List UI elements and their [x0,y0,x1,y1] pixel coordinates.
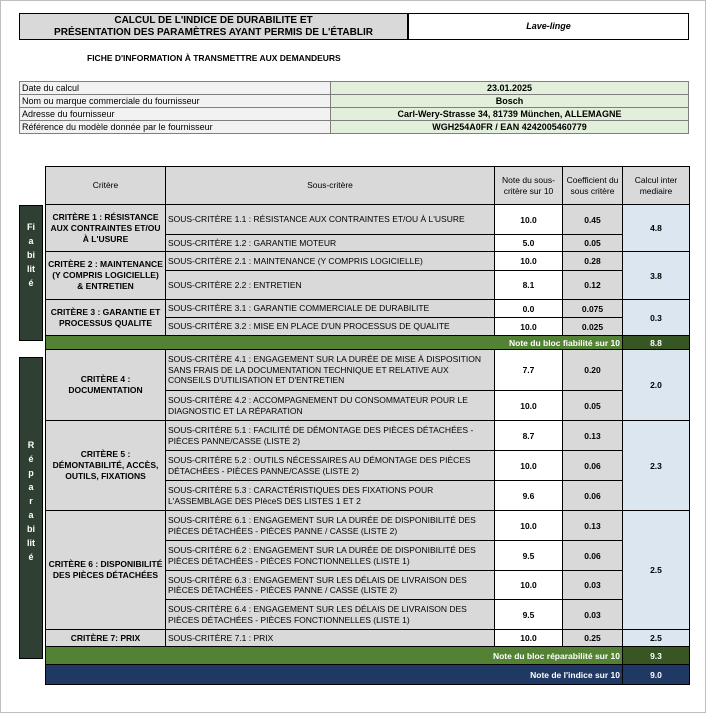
col-header-calc: Calcul inter mediaire [623,167,690,205]
sous-critere-cell: SOUS-CRITÈRE 6.2 : ENGAGEMENT SUR LA DURÉE DE DISPONIBILITÉ DES PIÈCES DÉTACHÉES - PIÈCES FONCTIONNELLES (LISTE 1) [166,541,495,571]
critere-cell: CRITÈRE 4 : DOCUMENTATION [46,350,166,421]
coef-cell: 0.06 [563,481,623,511]
info-label: Date du calcul [20,82,331,95]
bloc-fiabilite-row [46,336,690,350]
page-title [19,13,408,40]
note-cell: 8.1 [495,271,563,300]
title-line-2: PRÉSENTATION DES PARAMÈTRES AYANT PERMIS DE L'ÉTABLIR [54,27,373,38]
calc-cell: 2.3 [623,421,690,511]
sous-critere-cell: SOUS-CRITÈRE 4.1 : ENGAGEMENT SUR LA DURÉE DE MISE À DISPOSITION SANS FRAIS DE LA DOCUMENTATION TECHNIQUE ET RELATIVE AUX CONSEILS D'UTILISATION ET D'ENTRETIEN [166,350,495,391]
sous-critere-cell: SOUS-CRITÈRE 5.1 : FACILITÉ DE DÉMONTAGE DES PIÈCES DÉTACHÉES - PIÈCES PANNE/CASSE (LISTE 2) [166,421,495,451]
critere-cell: CRITÈRE 6 : DISPONIBILITÉ DES PIÈCES DÉTACHÉES [46,511,166,630]
sous-critere-cell: SOUS-CRITÈRE 2.2 : ENTRETIEN [166,271,495,300]
note-cell: 9.6 [495,481,563,511]
calc-cell: 2.0 [623,350,690,421]
bloc-reparabilite-value: 9.3 [623,647,690,665]
sous-critere-cell: SOUS-CRITÈRE 5.3 : CARACTÉRISTIQUES DES FIXATIONS POUR L'ASSEMBLAGE DES PIèceS DES LISTES 1 ET 2 [166,481,495,511]
coef-cell: 0.03 [563,600,623,630]
info-label: Nom ou marque commerciale du fournisseur [20,95,331,108]
note-cell: 10.0 [495,318,563,336]
col-header-sous-critere: Sous-critère [166,167,495,205]
critere-cell: CRITÈRE 2 : MAINTENANCE (Y COMPRIS LOGICIELLE) & ENTRETIEN [46,252,166,300]
table-row [46,350,690,391]
col-header-coef: Coefficient du sous critère [563,167,623,205]
indice-row [46,665,690,685]
info-row [20,108,689,121]
note-cell: 9.5 [495,600,563,630]
critere-cell: CRITÈRE 3 : GARANTIE ET PROCESSUS QUALITE [46,300,166,336]
sous-critere-cell: SOUS-CRITÈRE 1.2 : GARANTIE MOTEUR [166,235,495,252]
indice-value: 9.0 [623,665,690,685]
info-label: Adresse du fournisseur [20,108,331,121]
note-cell: 0.0 [495,300,563,318]
table-row [46,511,690,541]
sous-critere-cell: SOUS-CRITÈRE 3.2 : MISE EN PLACE D'UN PROCESSUS DE QUALITE [166,318,495,336]
col-header-note: Note du sous-critère sur 10 [495,167,563,205]
coef-cell: 0.05 [563,391,623,421]
block-label-reparabilite-text: Réparabilité [27,440,35,562]
coef-cell: 0.45 [563,205,623,235]
block-label-fiabilite-text: Fiabilité [27,222,35,288]
note-cell: 10.0 [495,391,563,421]
critere-cell: CRITÈRE 7: PRIX [46,630,166,647]
sous-critere-cell: SOUS-CRITÈRE 2.1 : MAINTENANCE (Y COMPRIS LOGICIELLE) [166,252,495,271]
col-header-critere: Critère [46,167,166,205]
note-cell: 10.0 [495,451,563,481]
calc-cell: 0.3 [623,300,690,336]
calc-cell: 3.8 [623,252,690,300]
note-cell: 10.0 [495,571,563,600]
product-type: Lave-linge [408,13,689,40]
info-label: Référence du modèle donnée par le fournisseur [20,121,331,134]
note-cell: 7.7 [495,350,563,391]
coef-cell: 0.025 [563,318,623,336]
info-value: Bosch [331,95,689,108]
info-row [20,82,689,95]
sous-critere-cell: SOUS-CRITÈRE 6.3 : ENGAGEMENT SUR LES DÉLAIS DE LIVRAISON DES PIÈCES DÉTACHÉES - PIÈCES PANNE / CASSE (LISTE 2) [166,571,495,600]
title-line-1: CALCUL DE L'INDICE DE DURABILITE ET [114,15,313,26]
table-row [46,252,690,271]
bloc-fiabilite-label: Note du bloc fiabilité sur 10 [46,336,623,350]
coef-cell: 0.28 [563,252,623,271]
coef-cell: 0.075 [563,300,623,318]
critere-cell: CRITÈRE 5 : DÉMONTABILITÉ, ACCÈS, OUTILS, FIXATIONS [46,421,166,511]
sous-critere-cell: SOUS-CRITÈRE 3.1 : GARANTIE COMMERCIALE DE DURABILITE [166,300,495,318]
note-cell: 10.0 [495,252,563,271]
coef-cell: 0.06 [563,541,623,571]
coef-cell: 0.13 [563,421,623,451]
note-cell: 8.7 [495,421,563,451]
calc-cell: 2.5 [623,630,690,647]
info-value: 23.01.2025 [331,82,689,95]
coef-cell: 0.13 [563,511,623,541]
coef-cell: 0.03 [563,571,623,600]
block-label-reparabilite [19,357,43,659]
table-header-row [46,167,690,205]
bloc-fiabilite-value: 8.8 [623,336,690,350]
info-row [20,121,689,134]
bloc-reparabilite-label: Note du bloc réparabilité sur 10 [46,647,623,665]
note-cell: 10.0 [495,511,563,541]
bloc-reparabilite-row [46,647,690,665]
indice-label: Note de l'indice sur 10 [46,665,623,685]
block-label-fiabilite [19,205,43,341]
info-table [19,81,689,134]
info-value: Carl-Wery-Strasse 34, 81739 München, ALLEMAGNE [331,108,689,121]
coef-cell: 0.05 [563,235,623,252]
table-row [46,630,690,647]
critere-cell: CRITÈRE 1 : RÉSISTANCE AUX CONTRAINTES ET/OU À L'USURE [46,205,166,252]
sous-critere-cell: SOUS-CRITÈRE 1.1 : RÉSISTANCE AUX CONTRAINTES ET/OU À L'USURE [166,205,495,235]
fiche-heading: FICHE D'INFORMATION À TRANSMETTRE AUX DEMANDEURS [87,53,341,63]
table-row [46,421,690,451]
sous-critere-cell: SOUS-CRITÈRE 4.2 : ACCOMPAGNEMENT DU CONSOMMATEUR POUR LE DIAGNOSTIC ET LA RÉPARATION [166,391,495,421]
note-cell: 9.5 [495,541,563,571]
coef-cell: 0.20 [563,350,623,391]
sous-critere-cell: SOUS-CRITÈRE 6.4 : ENGAGEMENT SUR LES DÉLAIS DE LIVRAISON DES PIÈCES DÉTACHÉES - PIÈCES FONCTIONNELLES (LISTE 1) [166,600,495,630]
coef-cell: 0.06 [563,451,623,481]
note-cell: 10.0 [495,630,563,647]
coef-cell: 0.12 [563,271,623,300]
sous-critere-cell: SOUS-CRITÈRE 5.2 : OUTILS NÉCESSAIRES AU DÉMONTAGE DES PIÈCES DÉTACHÉES - PIÈCES PANNE/CASSE (LISTE 2) [166,451,495,481]
table-row [46,300,690,318]
note-cell: 10.0 [495,205,563,235]
info-row [20,95,689,108]
table-row [46,205,690,235]
info-value: WGH254A0FR / EAN 4242005460779 [331,121,689,134]
calc-cell: 4.8 [623,205,690,252]
calc-cell: 2.5 [623,511,690,630]
note-cell: 5.0 [495,235,563,252]
sous-critere-cell: SOUS-CRITÈRE 7.1 : PRIX [166,630,495,647]
criteria-table [45,166,690,685]
coef-cell: 0.25 [563,630,623,647]
sous-critere-cell: SOUS-CRITÈRE 6.1 : ENGAGEMENT SUR LA DURÉE DE DISPONIBILITÉ DES PIÈCES DÉTACHÉES - PIÈCES PANNE / CASSE (LISTE 2) [166,511,495,541]
